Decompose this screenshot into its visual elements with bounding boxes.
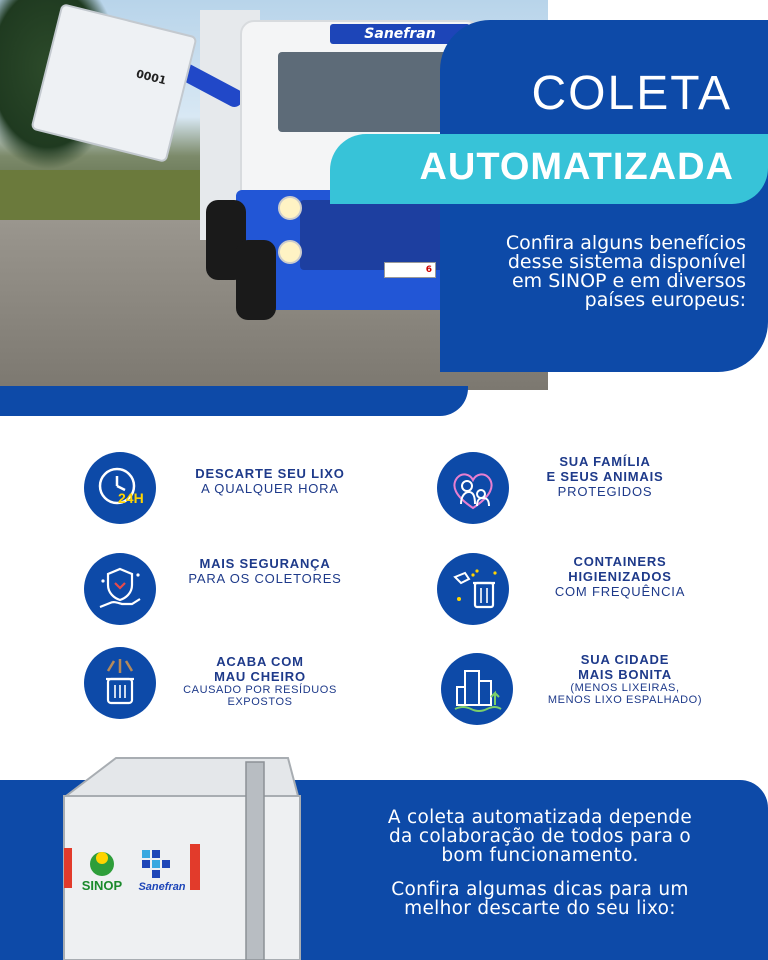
benefit-line: PARA OS COLETORES: [188, 571, 342, 586]
sanefran-logo-text: Sanefran: [138, 881, 186, 893]
benefit-line: DESCARTE SEU LIXO: [195, 466, 345, 481]
safety-shield-hand-icon: [84, 553, 156, 625]
benefit-line: A QUALQUER HORA: [201, 481, 339, 496]
hero-intro-text: Confira alguns benefícios desse sistema disponível em SINOP e em diversos países europeus:: [505, 232, 746, 311]
benefit-line: EXPOSTOS: [227, 696, 293, 708]
grass: [0, 170, 210, 225]
benefit-line: MENOS LIXO ESPALHADO): [547, 694, 703, 706]
benefit-line: COM FREQUÊNCIA: [554, 584, 686, 599]
bad-smell-bin-icon: [84, 647, 156, 719]
headlight-lower: [278, 240, 302, 264]
benefit-anytime: [170, 466, 370, 496]
benefit-smell: [170, 654, 350, 708]
benefit-line: SUA CIDADE: [580, 652, 670, 667]
benefit-line: MAU CHEIRO: [214, 669, 306, 684]
benefit-containers: [530, 554, 710, 599]
city-buildings-icon: [441, 653, 513, 725]
benefit-line: ACABA COM: [216, 654, 304, 669]
license-plate: 6: [384, 262, 436, 278]
wheel-front: [236, 240, 276, 320]
truck-sign: Sanefran: [330, 24, 470, 44]
family-pets-icon: [437, 452, 509, 524]
badge-24h: 24H: [118, 490, 144, 506]
benefit-line: PROTEGIDOS: [557, 484, 653, 499]
sinop-logo-text: SINOP: [81, 878, 123, 893]
hero-blue-strip: [0, 386, 468, 416]
clock-24h-icon: [84, 452, 156, 524]
benefit-line: CONTAINERS: [573, 554, 667, 569]
hero-title: COLETA: [531, 67, 732, 120]
benefit-line: MAIS SEGURANÇA: [199, 556, 331, 571]
hero-subtitle: AUTOMATIZADA: [419, 146, 734, 188]
benefit-line: SUA FAMÍLIA: [559, 454, 651, 469]
benefit-line: MAIS BONITA: [578, 667, 672, 682]
footer-collaboration-text: A coleta automatizada depende da colaboração de todos para o bom funcionamento.: [387, 807, 693, 866]
container-illustration: [56, 752, 306, 960]
benefit-family: [530, 454, 680, 499]
benefit-line: HIGIENIZADOS: [568, 569, 672, 584]
container-number: 0001: [134, 67, 168, 88]
sanitized-container-icon: [437, 553, 509, 625]
benefit-line: (MENOS LIXEIRAS,: [570, 682, 680, 694]
benefit-safety: [170, 556, 360, 586]
benefit-city: [530, 652, 720, 706]
headlight-upper: [278, 196, 302, 220]
footer-tips-text: Confira algumas dicas para um melhor descarte do seu lixo:: [391, 879, 689, 919]
benefit-line: CAUSADO POR RESÍDUOS: [183, 684, 337, 696]
hero-section: [0, 0, 768, 420]
benefit-line: E SEUS ANIMAIS: [546, 469, 664, 484]
